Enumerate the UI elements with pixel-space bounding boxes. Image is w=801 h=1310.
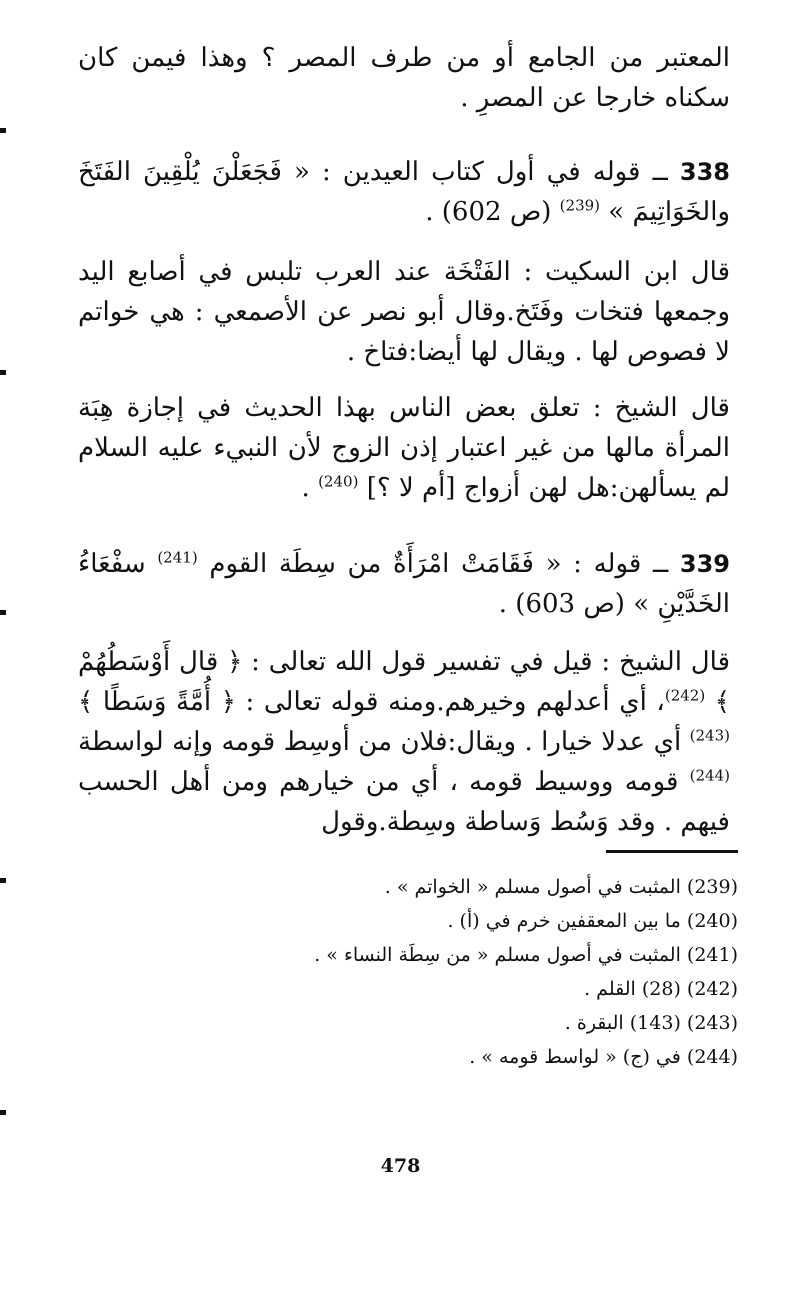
footnote-item: (242) (28) القلم . (584, 978, 738, 1000)
entry-dash: ــ (652, 549, 669, 579)
entry-339-text-after: سفْعَاءُ الخَدَّيْنِ » (78, 549, 730, 619)
paragraph-sheikh-2-part4: قومه ووسيط قومه ، أي من خيارهم ومن أهل الحسب فيهم . وقد وَسُط وَساطة وسِطة.وقول (78, 767, 730, 837)
paragraph-sheikh-1 (78, 388, 730, 508)
scan-mark (0, 878, 6, 883)
paragraph-sheikh-2 (78, 642, 730, 842)
paragraph-sheikh-2-part3: أي عدلا خيارا . ويقال:فلان من أوسِط قومه وإنه لواسطة (78, 727, 682, 757)
entry-339-text-before: قوله : « فَقَامَتْ امْرَأَةٌ من سِطَة القوم (209, 549, 642, 579)
entry-number: 338 (679, 158, 731, 186)
footnote-item: (239) المثبت في أصول مسلم « الخواتم » . (384, 876, 738, 898)
footnote-item: (241) المثبت في أصول مسلم « من سِطَة النساء » . (314, 944, 738, 966)
paragraph-sheikh-2-start: قال الشيخ : قيل في تفسير قول الله تعالى : ﴿ قال أَوْسَطُهُمْ ﴾ (78, 647, 731, 717)
entry-number: 339 (679, 550, 730, 578)
footnote-ref: (240) (318, 472, 359, 491)
footnote-item: (244) في (ج) « لواسط قومه » . (469, 1046, 738, 1068)
footnote-ref: (241) (157, 548, 198, 567)
scan-mark (0, 1110, 6, 1115)
scan-mark (0, 370, 6, 375)
scan-mark (0, 610, 6, 615)
footnotes-list (200, 870, 738, 1074)
entry-338 (78, 152, 730, 232)
period: . (301, 473, 310, 503)
scan-mark (0, 128, 6, 133)
paragraph-intro-text: المعتبر من الجامع أو من طرف المصر ؟ وهذا فيمن كان سكناه خارجا عن المصرِ . (78, 43, 730, 113)
paragraph-intro (78, 38, 730, 118)
footnote-ref: (242) (664, 686, 706, 705)
paragraph-sheikh-1-text: قال الشيخ : تعلق بعض الناس بهذا الحديث في إجازة هِبَة المرأة مالها من غير اعتبار إذن الزوج لأن النبيء عليه السلام لم يسألهن:هل لهن أزواج [أم لا ؟] (78, 393, 730, 503)
entry-page-ref: (ص 603) . (498, 589, 625, 619)
paragraph-sheikh-2-part2: أي أعدلهم وخيرهم.ومنه قوله تعالى : ﴿ أُمَّةً وَسَطًا ﴾ (78, 687, 647, 717)
entry-page-ref: (ص 602) . (425, 197, 552, 227)
comma: ، (656, 687, 665, 717)
footnote-item: (240) ما بين المعقفين خرم في (أ) . (447, 910, 738, 932)
entry-339 (78, 544, 730, 624)
page-number: 478 (380, 1155, 421, 1177)
footnote-ref: (239) (559, 196, 601, 215)
footnote-item: (243) (143) البقرة . (564, 1012, 738, 1034)
footnote-ref: (244) (689, 766, 731, 785)
entry-dash: ــ (652, 157, 668, 187)
paragraph-ibn-sikkit (78, 252, 730, 372)
footnote-ref: (243) (689, 726, 730, 745)
entry-338-text: قوله في أول كتاب العيدين : « فَجَعَلْنَ يُلْقِينَ الفَتَخَ والخَوَاتِيمَ » (78, 157, 730, 227)
footnote-divider (606, 850, 738, 853)
paragraph-ibn-sikkit-text: قال ابن السكيت : الفَتْخَة عند العرب تلبس في أصابع اليد وجمعها فتخات وفَتَخ.وقال أبو نصر عن الأصمعي : هي خواتم لا فصوص لها . ويقال لها أيضا:فتاخ . (78, 257, 730, 367)
